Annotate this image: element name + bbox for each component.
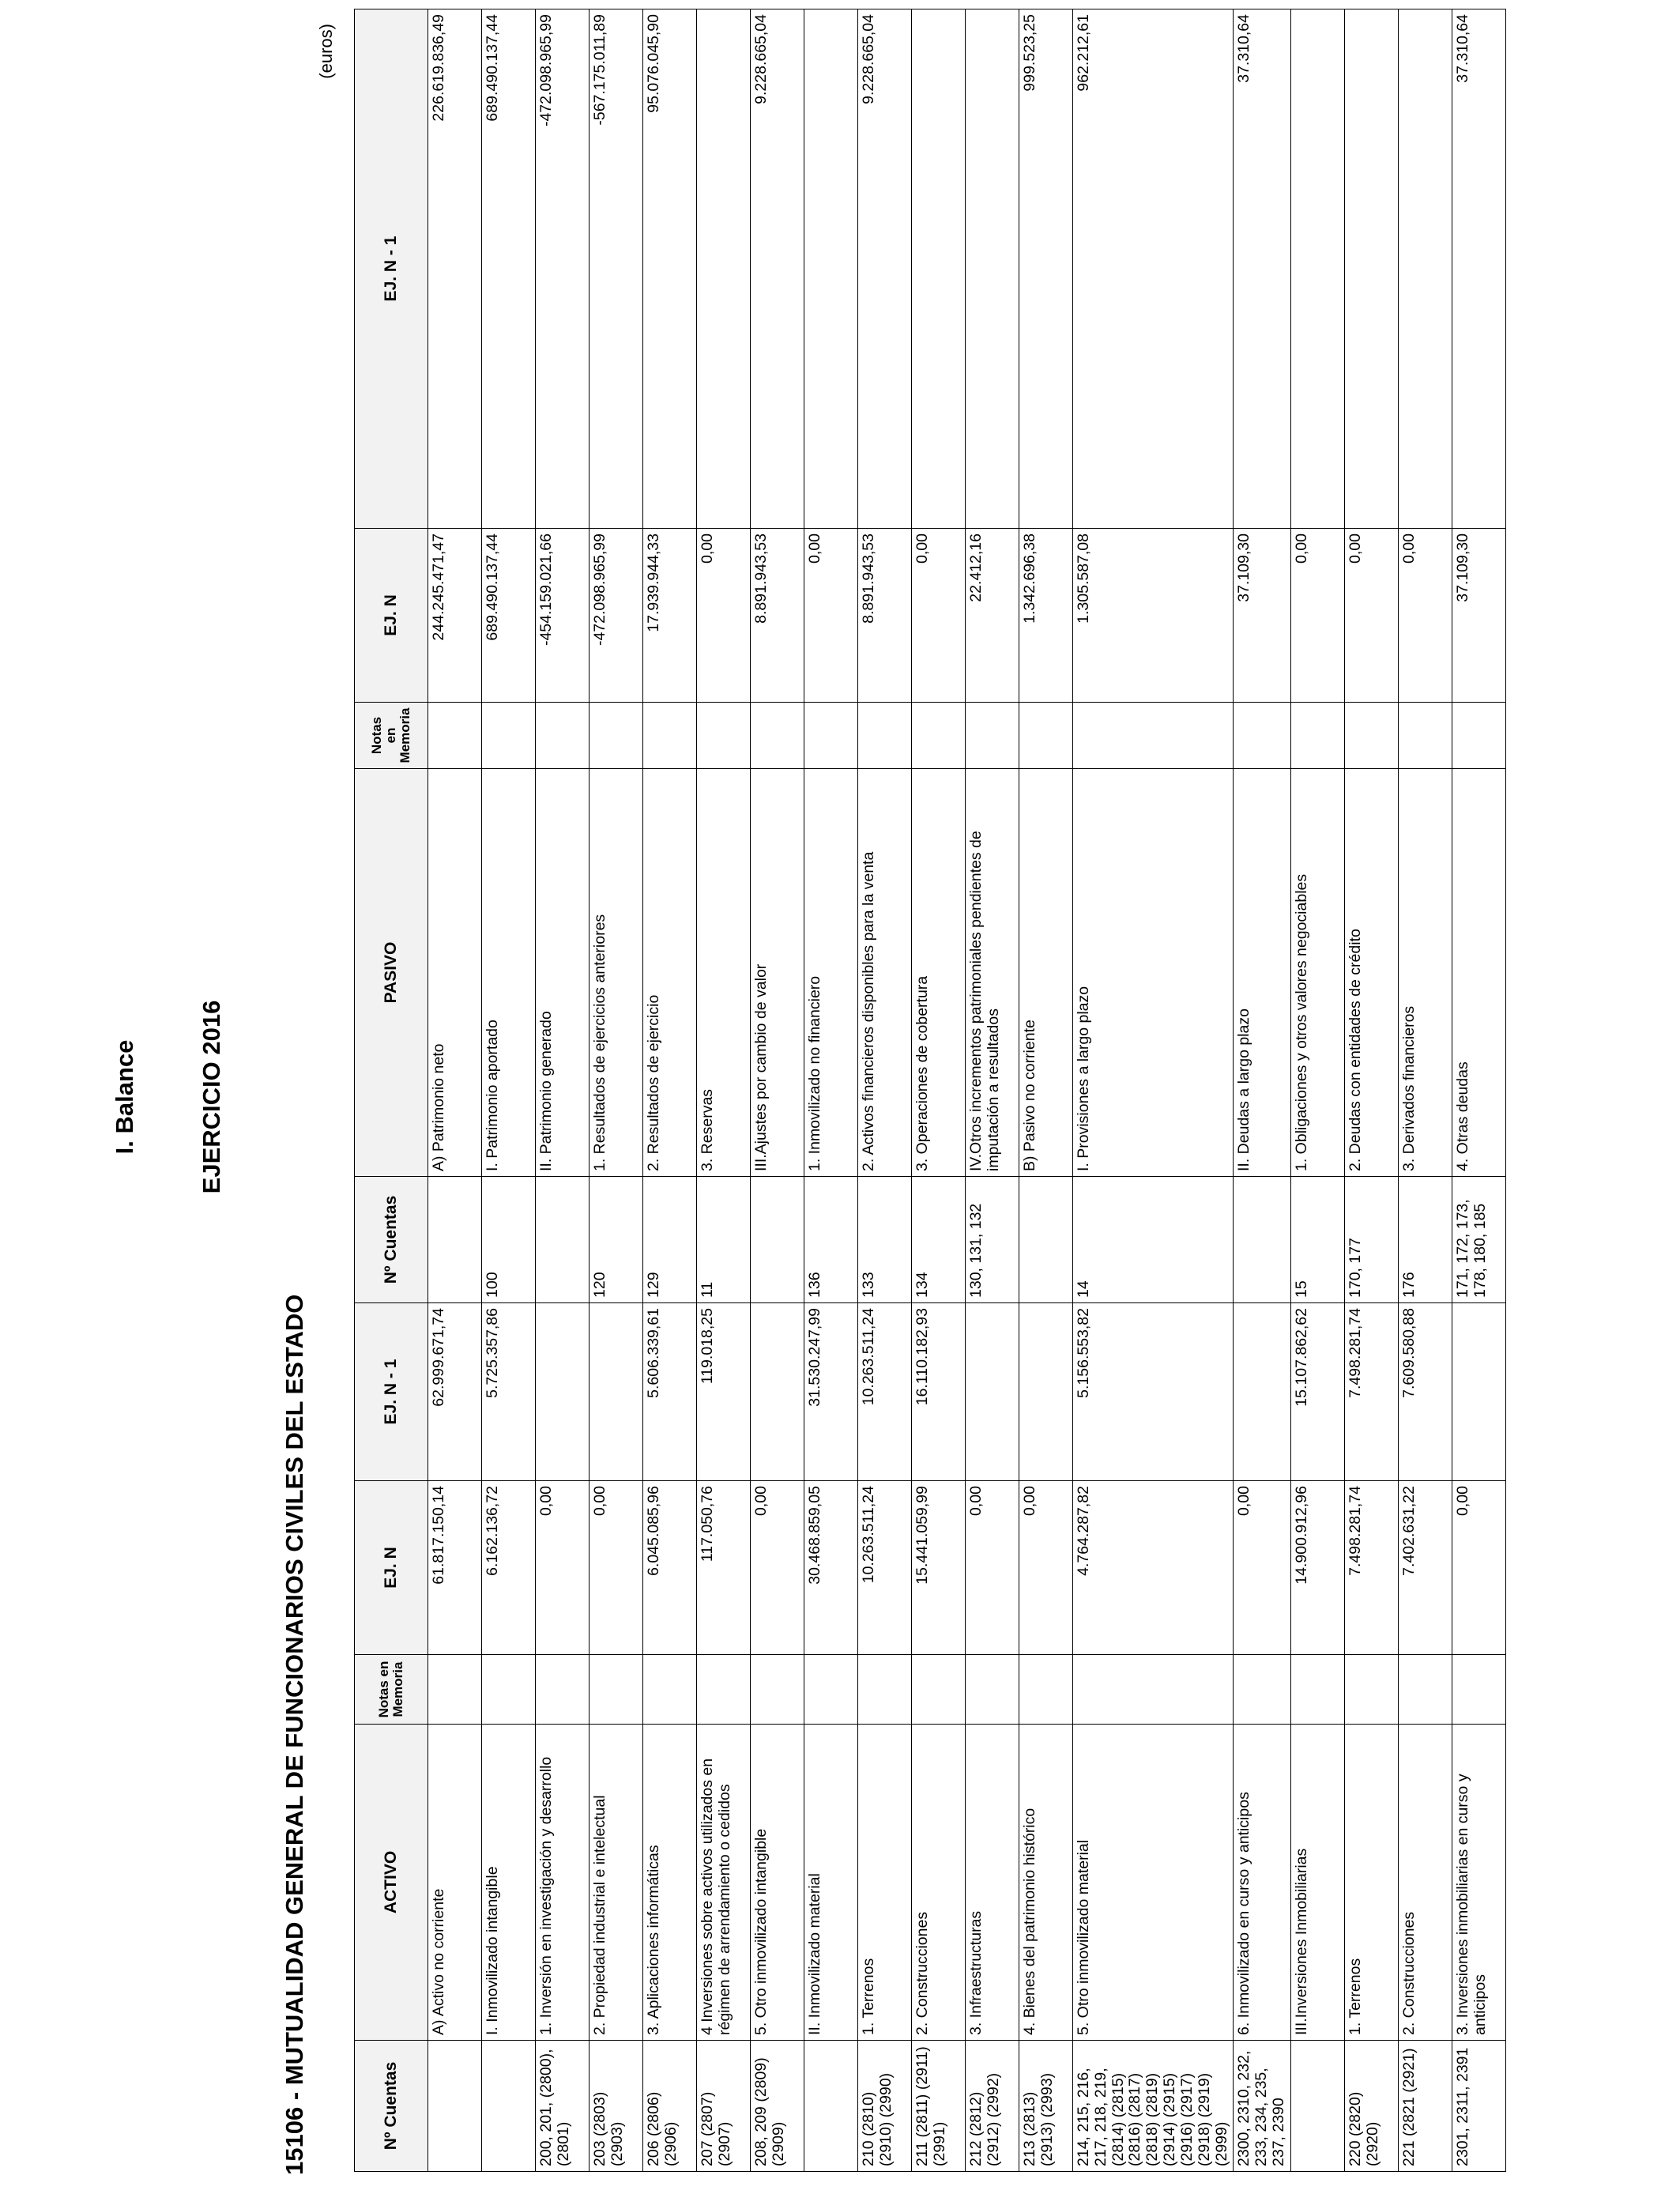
- table-row: [1290, 9, 1344, 2172]
- pasivo-ej-n-cell: 37.109,30: [1234, 529, 1290, 703]
- table-row: [536, 9, 590, 2172]
- activo-ej-n1-cell: 31.530.247,99: [804, 1303, 858, 1481]
- activo-ej-n1-cell: 7.498.281,74: [1344, 1303, 1398, 1481]
- activo-account-cell: [804, 2041, 858, 2172]
- pasivo-notes-cell: [1019, 703, 1073, 769]
- table-row: [858, 9, 912, 2172]
- activo-notes-cell: [966, 1655, 1019, 1725]
- header-ej-n: EJ. N: [355, 1481, 428, 1655]
- pasivo-label-cell: II. Patrimonio generado: [536, 769, 590, 1177]
- activo-account-cell: 207 (2807) (2907): [697, 2041, 751, 2172]
- pasivo-ej-n-cell: -454.159.021,66: [536, 529, 590, 703]
- pasivo-account-cell: [751, 1177, 804, 1303]
- pasivo-ej-n1-cell: [966, 9, 1019, 529]
- pasivo-label-cell: III.Ajustes por cambio de valor: [751, 769, 804, 1177]
- pasivo-ej-n1-cell: [1290, 9, 1344, 529]
- pasivo-notes-cell: [912, 703, 966, 769]
- pasivo-ej-n-cell: 8.891.943,53: [751, 529, 804, 703]
- activo-ej-n-cell: 7.498.281,74: [1344, 1481, 1398, 1655]
- pasivo-notes-cell: [697, 703, 751, 769]
- pasivo-account-cell: 15: [1290, 1177, 1344, 1303]
- activo-account-cell: 2300, 2310, 232, 233, 234, 235, 237, 2390: [1234, 2041, 1290, 2172]
- activo-ej-n1-cell: 10.263.511,24: [858, 1303, 912, 1481]
- activo-label-cell: 5. Otro inmovilizado intangible: [751, 1725, 804, 2041]
- activo-notes-cell: [1073, 1655, 1234, 1725]
- table-row: [482, 9, 536, 2172]
- pasivo-label-cell: IV.Otros incrementos patrimoniales pendientes de imputación a resultados: [966, 769, 1019, 1177]
- activo-ej-n1-cell: 119.018,25: [697, 1303, 751, 1481]
- pasivo-ej-n-cell: 244.245.471,47: [428, 529, 482, 703]
- activo-label-cell: II. Inmovilizado material: [804, 1725, 858, 2041]
- pasivo-ej-n1-cell: -472.098.965,99: [536, 9, 590, 529]
- balance-table: [354, 9, 1506, 2172]
- pasivo-account-cell: 176: [1398, 1177, 1452, 1303]
- activo-ej-n-cell: 6.162.136,72: [482, 1481, 536, 1655]
- pasivo-label-cell: 2. Deudas con entidades de crédito: [1344, 769, 1398, 1177]
- pasivo-account-cell: 136: [804, 1177, 858, 1303]
- pasivo-ej-n1-cell: 9.228.665,04: [751, 9, 804, 529]
- table-row: [1019, 9, 1073, 2172]
- activo-account-cell: 213 (2813) (2913) (2993): [1019, 2041, 1073, 2172]
- activo-notes-cell: [1234, 1655, 1290, 1725]
- activo-account-cell: [1290, 2041, 1344, 2172]
- pasivo-ej-n-cell: 689.490.137,44: [482, 529, 536, 703]
- table-row: [1234, 9, 1290, 2172]
- activo-ej-n-cell: 0,00: [1234, 1481, 1290, 1655]
- page-subtitle: EJERCICIO 2016: [198, 1000, 225, 1194]
- pasivo-label-cell: II. Deudas a largo plazo: [1234, 769, 1290, 1177]
- table-row: [428, 9, 482, 2172]
- pasivo-notes-cell: [1290, 703, 1344, 769]
- pasivo-label-cell: 1. Inmovilizado no financiero: [804, 769, 858, 1177]
- header-cuentas: Nº Cuentas: [355, 2041, 428, 2172]
- activo-account-cell: [428, 2041, 482, 2172]
- pasivo-label-cell: 2. Resultados de ejercicio: [643, 769, 697, 1177]
- activo-account-cell: 214, 215, 216, 217, 218, 219, (2814) (2815) (2816) (2817) (2818) (2819) (2914) (2915) (2916) (2917) (2918) (2919) (2999): [1073, 2041, 1234, 2172]
- activo-account-cell: 211 (2811) (2911) (2991): [912, 2041, 966, 2172]
- activo-label-cell: 2. Construcciones: [912, 1725, 966, 2041]
- activo-account-cell: 210 (2810) (2910) (2990): [858, 2041, 912, 2172]
- pasivo-notes-cell: [536, 703, 590, 769]
- pasivo-label-cell: B) Pasivo no corriente: [1019, 769, 1073, 1177]
- table-row: [804, 9, 858, 2172]
- pasivo-ej-n1-cell: 95.076.045,90: [643, 9, 697, 529]
- activo-ej-n1-cell: [590, 1303, 643, 1481]
- activo-label-cell: 2. Propiedad industrial e intelectual: [590, 1725, 643, 2041]
- activo-account-cell: 220 (2820) (2920): [1344, 2041, 1398, 2172]
- activo-account-cell: 206 (2806) (2906): [643, 2041, 697, 2172]
- pasivo-ej-n-cell: 0,00: [1290, 529, 1344, 703]
- activo-label-cell: 6. Inmovilizado en curso y anticipos: [1234, 1725, 1290, 2041]
- pasivo-label-cell: I. Patrimonio aportado: [482, 769, 536, 1177]
- activo-ej-n-cell: 10.263.511,24: [858, 1481, 912, 1655]
- header-ej-n-pasivo: EJ. N: [355, 529, 428, 703]
- table-row: [590, 9, 643, 2172]
- activo-ej-n1-cell: [966, 1303, 1019, 1481]
- pasivo-notes-cell: [590, 703, 643, 769]
- pasivo-ej-n-cell: 1.342.696,38: [1019, 529, 1073, 703]
- pasivo-ej-n1-cell: [804, 9, 858, 529]
- activo-ej-n1-cell: 15.107.862,62: [1290, 1303, 1344, 1481]
- pasivo-ej-n-cell: 1.305.587,08: [1073, 529, 1234, 703]
- activo-account-cell: 200, 201, (2800), (2801): [536, 2041, 590, 2172]
- pasivo-account-cell: 14: [1073, 1177, 1234, 1303]
- activo-account-cell: 212 (2812) (2912) (2992): [966, 2041, 1019, 2172]
- pasivo-ej-n1-cell: 37.310,64: [1234, 9, 1290, 529]
- pasivo-ej-n-cell: 37.109,30: [1452, 529, 1505, 703]
- table-row: [1073, 9, 1234, 2172]
- activo-ej-n1-cell: 5.156.553,82: [1073, 1303, 1234, 1481]
- balance-body: [428, 9, 1506, 2172]
- pasivo-label-cell: 2. Activos financieros disponibles para la venta: [858, 769, 912, 1177]
- activo-notes-cell: [643, 1655, 697, 1725]
- activo-notes-cell: [1452, 1655, 1505, 1725]
- pasivo-notes-cell: [804, 703, 858, 769]
- header-cuentas-pasivo: Nº Cuentas: [355, 1177, 428, 1303]
- pasivo-notes-cell: [1234, 703, 1290, 769]
- activo-notes-cell: [1019, 1655, 1073, 1725]
- pasivo-ej-n-cell: 0,00: [1344, 529, 1398, 703]
- pasivo-ej-n1-cell: [697, 9, 751, 529]
- pasivo-notes-cell: [643, 703, 697, 769]
- pasivo-notes-cell: [751, 703, 804, 769]
- activo-notes-cell: [590, 1655, 643, 1725]
- pasivo-label-cell: 4. Otras deudas: [1452, 769, 1505, 1177]
- activo-ej-n1-cell: 7.609.580,88: [1398, 1303, 1452, 1481]
- pasivo-notes-cell: [482, 703, 536, 769]
- header-notas-pasivo: Notas en Memoria: [355, 703, 428, 769]
- activo-ej-n1-cell: [1019, 1303, 1073, 1481]
- header-activo: ACTIVO: [355, 1725, 428, 2041]
- pasivo-ej-n-cell: -472.098.965,99: [590, 529, 643, 703]
- pasivo-label-cell: A) Patrimonio neto: [428, 769, 482, 1177]
- pasivo-ej-n-cell: 8.891.943,53: [858, 529, 912, 703]
- activo-label-cell: A) Activo no corriente: [428, 1725, 482, 2041]
- activo-account-cell: 221 (2821 (2921): [1398, 2041, 1452, 2172]
- activo-ej-n-cell: 0,00: [536, 1481, 590, 1655]
- pasivo-notes-cell: [1073, 703, 1234, 769]
- activo-ej-n-cell: 15.441.059,99: [912, 1481, 966, 1655]
- activo-notes-cell: [536, 1655, 590, 1725]
- pasivo-ej-n-cell: 0,00: [697, 529, 751, 703]
- entity-heading: 15106 - MUTUALIDAD GENERAL DE FUNCIONARIOS CIVILES DEL ESTADO: [281, 1294, 308, 2175]
- pasivo-ej-n1-cell: 226.619.836,49: [428, 9, 482, 529]
- pasivo-notes-cell: [1344, 703, 1398, 769]
- header-pasivo: PASIVO: [355, 769, 428, 1177]
- table-row: [751, 9, 804, 2172]
- activo-notes-cell: [751, 1655, 804, 1725]
- activo-label-cell: 1. Terrenos: [858, 1725, 912, 2041]
- activo-ej-n-cell: 30.468.859,05: [804, 1481, 858, 1655]
- table-row: [697, 9, 751, 2172]
- pasivo-account-cell: 171, 172, 173, 178, 180, 185: [1452, 1177, 1505, 1303]
- currency-label: (euros): [316, 24, 336, 79]
- activo-ej-n-cell: 61.817.150,14: [428, 1481, 482, 1655]
- activo-ej-n1-cell: 5.606.339,61: [643, 1303, 697, 1481]
- pasivo-ej-n1-cell: 9.228.665,04: [858, 9, 912, 529]
- page-title: I. Balance: [111, 1039, 138, 1155]
- activo-label-cell: 3. Inversiones inmobiliarias en curso y anticipos: [1452, 1725, 1505, 2041]
- pasivo-notes-cell: [1398, 703, 1452, 769]
- header-ej-n1-pasivo: EJ. N - 1: [355, 9, 428, 529]
- pasivo-account-cell: [1019, 1177, 1073, 1303]
- activo-notes-cell: [1398, 1655, 1452, 1725]
- pasivo-label-cell: 3. Operaciones de cobertura: [912, 769, 966, 1177]
- header-row: [355, 9, 428, 2172]
- pasivo-notes-cell: [428, 703, 482, 769]
- pasivo-notes-cell: [858, 703, 912, 769]
- pasivo-account-cell: 134: [912, 1177, 966, 1303]
- activo-ej-n1-cell: [536, 1303, 590, 1481]
- pasivo-ej-n-cell: 0,00: [804, 529, 858, 703]
- activo-notes-cell: [428, 1655, 482, 1725]
- pasivo-ej-n1-cell: 962.212,61: [1073, 9, 1234, 529]
- activo-label-cell: 1. Inversión en investigación y desarrollo: [536, 1725, 590, 2041]
- activo-ej-n-cell: 0,00: [751, 1481, 804, 1655]
- table-row: [1452, 9, 1505, 2172]
- activo-ej-n1-cell: 62.999.671,74: [428, 1303, 482, 1481]
- table-row: [1344, 9, 1398, 2172]
- activo-ej-n1-cell: [1234, 1303, 1290, 1481]
- table-row: [912, 9, 966, 2172]
- header-ej-n1: EJ. N - 1: [355, 1303, 428, 1481]
- table-row: [966, 9, 1019, 2172]
- activo-notes-cell: [697, 1655, 751, 1725]
- pasivo-account-cell: 130, 131, 132: [966, 1177, 1019, 1303]
- table-row: [1398, 9, 1452, 2172]
- activo-label-cell: III.Inversiones Inmobiliarias: [1290, 1725, 1344, 2041]
- activo-ej-n-cell: 0,00: [966, 1481, 1019, 1655]
- pasivo-ej-n1-cell: [1344, 9, 1398, 529]
- pasivo-account-cell: 133: [858, 1177, 912, 1303]
- pasivo-ej-n-cell: 0,00: [1398, 529, 1452, 703]
- activo-notes-cell: [1344, 1655, 1398, 1725]
- activo-label-cell: 1. Terrenos: [1344, 1725, 1398, 2041]
- pasivo-label-cell: I. Provisiones a largo plazo: [1073, 769, 1234, 1177]
- activo-ej-n1-cell: [1452, 1303, 1505, 1481]
- activo-account-cell: 2301, 2311, 2391: [1452, 2041, 1505, 2172]
- pasivo-account-cell: [536, 1177, 590, 1303]
- pasivo-account-cell: [428, 1177, 482, 1303]
- activo-label-cell: 4 Inversiones sobre activos utilizados en régimen de arrendamiento o cedidos: [697, 1725, 751, 2041]
- activo-label-cell: I. Inmovilizado intangible: [482, 1725, 536, 2041]
- activo-notes-cell: [912, 1655, 966, 1725]
- activo-notes-cell: [1290, 1655, 1344, 1725]
- pasivo-label-cell: 3. Reservas: [697, 769, 751, 1177]
- header-notas: Notas en Memoria: [355, 1655, 428, 1725]
- pasivo-account-cell: 100: [482, 1177, 536, 1303]
- activo-account-cell: [482, 2041, 536, 2172]
- pasivo-ej-n-cell: 0,00: [912, 529, 966, 703]
- activo-ej-n1-cell: 5.725.357,86: [482, 1303, 536, 1481]
- activo-label-cell: 4. Bienes del patrimonio histórico: [1019, 1725, 1073, 2041]
- table-row: [643, 9, 697, 2172]
- activo-ej-n-cell: 117.050,76: [697, 1481, 751, 1655]
- activo-ej-n-cell: 0,00: [1452, 1481, 1505, 1655]
- activo-notes-cell: [858, 1655, 912, 1725]
- pasivo-ej-n1-cell: [1398, 9, 1452, 529]
- activo-ej-n-cell: 0,00: [590, 1481, 643, 1655]
- pasivo-ej-n1-cell: 689.490.137,44: [482, 9, 536, 529]
- pasivo-account-cell: 120: [590, 1177, 643, 1303]
- activo-label-cell: 5. Otro inmovilizado material: [1073, 1725, 1234, 2041]
- activo-ej-n-cell: 14.900.912,96: [1290, 1481, 1344, 1655]
- pasivo-ej-n-cell: 17.939.944,33: [643, 529, 697, 703]
- pasivo-notes-cell: [1452, 703, 1505, 769]
- pasivo-account-cell: 11: [697, 1177, 751, 1303]
- pasivo-account-cell: 170, 177: [1344, 1177, 1398, 1303]
- pasivo-ej-n1-cell: [912, 9, 966, 529]
- pasivo-notes-cell: [966, 703, 1019, 769]
- activo-account-cell: 208, 209 (2809) (2909): [751, 2041, 804, 2172]
- activo-ej-n1-cell: [751, 1303, 804, 1481]
- pasivo-label-cell: 1. Resultados de ejercicios anteriores: [590, 769, 643, 1177]
- activo-label-cell: 3. Aplicaciones informáticas: [643, 1725, 697, 2041]
- pasivo-ej-n1-cell: -567.175.011,89: [590, 9, 643, 529]
- activo-label-cell: 3. Infraestructuras: [966, 1725, 1019, 2041]
- pasivo-account-cell: [1234, 1177, 1290, 1303]
- pasivo-label-cell: 3. Derivados financieros: [1398, 769, 1452, 1177]
- pasivo-ej-n1-cell: 999.523,25: [1019, 9, 1073, 529]
- activo-notes-cell: [804, 1655, 858, 1725]
- activo-ej-n-cell: 6.045.085,96: [643, 1481, 697, 1655]
- pasivo-ej-n-cell: 22.412,16: [966, 529, 1019, 703]
- pasivo-account-cell: 129: [643, 1177, 697, 1303]
- pasivo-ej-n1-cell: 37.310,64: [1452, 9, 1505, 529]
- activo-account-cell: 203 (2803) (2903): [590, 2041, 643, 2172]
- activo-label-cell: 2. Construcciones: [1398, 1725, 1452, 2041]
- activo-ej-n-cell: 7.402.631,22: [1398, 1481, 1452, 1655]
- activo-ej-n1-cell: 16.110.182,93: [912, 1303, 966, 1481]
- pasivo-label-cell: 1. Obligaciones y otros valores negociables: [1290, 769, 1344, 1177]
- activo-notes-cell: [482, 1655, 536, 1725]
- activo-ej-n-cell: 4.764.287,82: [1073, 1481, 1234, 1655]
- activo-ej-n-cell: 0,00: [1019, 1481, 1073, 1655]
